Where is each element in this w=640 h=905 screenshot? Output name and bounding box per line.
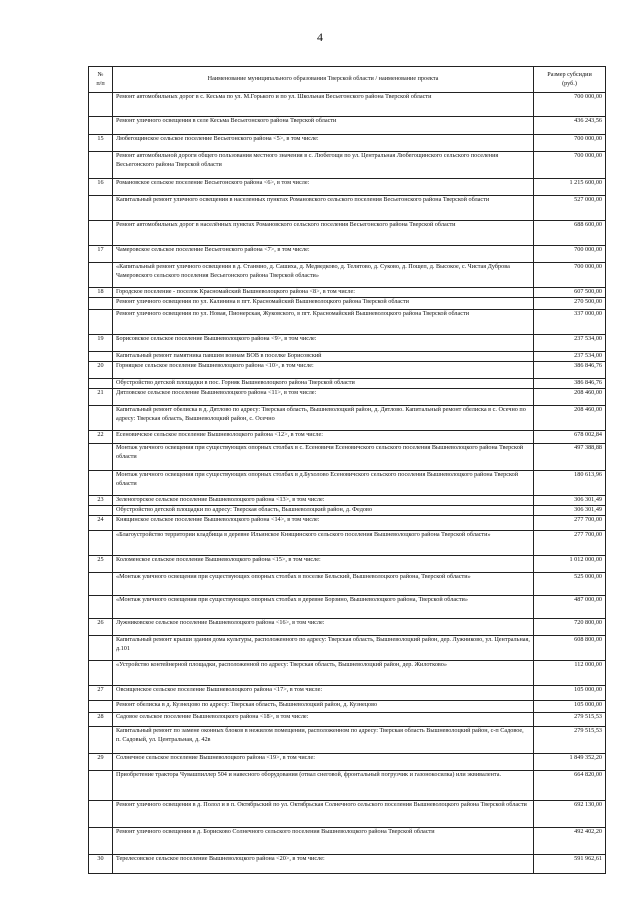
row-amount: 492 402,20 xyxy=(534,827,606,854)
table-header-row xyxy=(89,67,606,93)
row-number xyxy=(89,297,113,309)
table-row xyxy=(89,700,606,712)
row-amount: 208 460,00 xyxy=(534,405,606,430)
row-amount: 279 515,53 xyxy=(534,712,606,726)
row-number: 19 xyxy=(89,334,113,351)
row-amount: 700 000,00 xyxy=(534,135,606,152)
row-name: Солнечное сельское поселение Вышневолоцкого района <19>, в том числе: xyxy=(113,753,534,770)
table-row xyxy=(89,351,606,361)
row-name: Обустройство детской площадки в пос. Горняк Вышневолоцкого района Тверской области xyxy=(113,378,534,388)
row-name: Лужниковское сельское поселение Вышневолоцкого района <16>, в том числе: xyxy=(113,618,534,635)
row-number xyxy=(89,117,113,135)
table-row xyxy=(89,443,606,470)
row-name: Капитальный ремонт памятника павшим воинам ВОВ в поселке Борисовский xyxy=(113,351,534,361)
row-number xyxy=(89,700,113,712)
row-name: Обустройство детской площадки по адресу: Тверская область, Вышневолоцкий район, д. Федово xyxy=(113,505,534,515)
row-name: Ремонт автомобильных дорог в населённых пунктах Романовского сельского поселения Весьегонского района Тверской области xyxy=(113,221,534,246)
row-number xyxy=(89,827,113,854)
row-amount: 277 700,00 xyxy=(534,515,606,530)
row-amount: 386 846,76 xyxy=(534,361,606,378)
row-name: Монтаж уличного освещения при существующих опорных столбах в с. Есеновичи Есеновичского сельского поселения Вышневолоцкого района Тверской области xyxy=(113,443,534,470)
table-row xyxy=(89,753,606,770)
row-amount: 678 002,84 xyxy=(534,430,606,443)
row-amount: 720 800,00 xyxy=(534,618,606,635)
row-amount: 700 000,00 xyxy=(534,263,606,288)
table-row xyxy=(89,595,606,618)
row-amount: 700 000,00 xyxy=(534,93,606,117)
row-amount: 487 000,00 xyxy=(534,595,606,618)
row-amount: 525 000,00 xyxy=(534,572,606,595)
row-number xyxy=(89,405,113,430)
table-row xyxy=(89,854,606,873)
table-row xyxy=(89,712,606,726)
table-row xyxy=(89,726,606,753)
header-amount: Размер субсидии (руб.) xyxy=(534,67,606,93)
row-number xyxy=(89,351,113,361)
row-name: Приобретение трактора Чувашпиллер 504 и навесного оборудования (отвал снеговой, фронтальный погрузчик и газонокосилка) или эквивалента. xyxy=(113,770,534,800)
row-amount: 664 820,00 xyxy=(534,770,606,800)
row-amount: 608 800,00 xyxy=(534,635,606,660)
table-row xyxy=(89,505,606,515)
row-amount: 306 301,49 xyxy=(534,495,606,505)
row-amount: 306 301,49 xyxy=(534,505,606,515)
row-number xyxy=(89,770,113,800)
row-number: 20 xyxy=(89,361,113,378)
row-name: Любегощинское сельское поселение Весьегонского района <5>, в том числе: xyxy=(113,135,534,152)
row-number xyxy=(89,800,113,827)
row-amount: 237 534,00 xyxy=(534,351,606,361)
row-number xyxy=(89,378,113,388)
row-amount: 700 000,00 xyxy=(534,246,606,263)
row-amount: 607 500,00 xyxy=(534,288,606,298)
row-amount: 1 849 352,20 xyxy=(534,753,606,770)
row-amount: 237 534,00 xyxy=(534,334,606,351)
table-body xyxy=(89,93,606,874)
table-row xyxy=(89,770,606,800)
row-number xyxy=(89,263,113,288)
row-name: Ремонт обелиска в д. Кузнецово по адресу: Тверская область, Вышневолоцкий район, д. Кузнецово xyxy=(113,700,534,712)
header-name: Наименование муниципального образования Тверской области / наименование проекта xyxy=(113,67,534,93)
row-amount: 1 215 600,00 xyxy=(534,179,606,196)
row-amount: 692 130,00 xyxy=(534,800,606,827)
table-row xyxy=(89,685,606,700)
subsidy-table xyxy=(88,66,606,874)
row-number xyxy=(89,505,113,515)
page-number: 4 xyxy=(317,30,323,44)
table-row xyxy=(89,827,606,854)
table-row xyxy=(89,430,606,443)
table-row xyxy=(89,800,606,827)
row-name: Чамеровское сельское поселение Весьегонского района <7>, в том числе: xyxy=(113,246,534,263)
row-name: Борисовское сельское поселение Вышневолоцкого района <9>, в том числе: xyxy=(113,334,534,351)
row-amount: 497 388,88 xyxy=(534,443,606,470)
row-number: 26 xyxy=(89,618,113,635)
table-row xyxy=(89,246,606,263)
table-row xyxy=(89,515,606,530)
row-name: Ремонт уличного освещения в д. Борисково Солнечного сельского поселения Вышневолоцкого района Тверской области xyxy=(113,827,534,854)
row-amount: 105 000,00 xyxy=(534,685,606,700)
table-row xyxy=(89,530,606,555)
table-row xyxy=(89,334,606,351)
row-number xyxy=(89,572,113,595)
row-number xyxy=(89,221,113,246)
row-number xyxy=(89,530,113,555)
table-row xyxy=(89,152,606,179)
row-number xyxy=(89,152,113,179)
table-row xyxy=(89,196,606,221)
row-name: «Монтаж уличного освещения при существующих опорных столбах в поселке Бельский, Вышневолоцкого района, Тверской области» xyxy=(113,572,534,595)
row-name: Городское поселение - поселок Красномайский Вышневолоцкого района <8>, в том числе: xyxy=(113,288,534,298)
row-number: 22 xyxy=(89,430,113,443)
row-number xyxy=(89,660,113,685)
header-num: № п/п xyxy=(89,67,113,93)
row-name: Садовое сельское поселение Вышневолоцкого района <18>, в том числе: xyxy=(113,712,534,726)
row-name: Терелесовское сельское поселение Вышневолоцкого района <20>, в том числе: xyxy=(113,854,534,873)
row-number xyxy=(89,196,113,221)
row-number: 23 xyxy=(89,495,113,505)
row-number: 27 xyxy=(89,685,113,700)
row-number: 29 xyxy=(89,753,113,770)
row-number xyxy=(89,726,113,753)
row-amount: 270 500,00 xyxy=(534,297,606,309)
row-name: Монтаж уличного освещения при существующих опорных столбах в д.Бухолово Есеновичского сельского поселения Вышневолоцкого района Тверской области xyxy=(113,470,534,495)
row-number: 25 xyxy=(89,555,113,572)
table-row xyxy=(89,309,606,334)
row-name: Ремонт уличного освещения в селе Кесьма Весьегонского района Тверской области xyxy=(113,117,534,135)
table-row xyxy=(89,635,606,660)
row-amount: 105 000,00 xyxy=(534,700,606,712)
row-name: Княщинское сельское поселение Вышневолоцкого района <14>, в том числе: xyxy=(113,515,534,530)
row-amount: 337 000,00 xyxy=(534,309,606,334)
row-amount: 208 460,00 xyxy=(534,388,606,405)
table-row xyxy=(89,179,606,196)
table-row xyxy=(89,405,606,430)
row-amount: 1 012 000,00 xyxy=(534,555,606,572)
row-amount: 386 846,76 xyxy=(534,378,606,388)
row-amount: 700 000,00 xyxy=(534,152,606,179)
table-row xyxy=(89,117,606,135)
row-name: Горняцкое сельское поселение Вышневолоцкого района <10>, в том числе: xyxy=(113,361,534,378)
table-row xyxy=(89,378,606,388)
row-name: Капитальный ремонт обелиска в д. Дятлово по адресу: Тверская область, Вышневолоцкий район, д. Дятлово. Капитальный ремонт обелиска в с. Осечно по адресу: Тверская область, Вышневолоцкий район, с. Осечно xyxy=(113,405,534,430)
row-number xyxy=(89,93,113,117)
table-row xyxy=(89,263,606,288)
table-row xyxy=(89,555,606,572)
table-row xyxy=(89,135,606,152)
table-row xyxy=(89,361,606,378)
row-name: Ремонт автомобильных дорог в с. Кесьма по ул. М.Горького и по ул. Школьная Весьегонского района Тверской области xyxy=(113,93,534,117)
row-number: 24 xyxy=(89,515,113,530)
table-row xyxy=(89,288,606,298)
row-number: 21 xyxy=(89,388,113,405)
table-row xyxy=(89,93,606,117)
row-name: Ремонт уличного освещения по ул. Калинина в пгт. Красномайский Вышневолоцкого района Тверской области xyxy=(113,297,534,309)
row-number xyxy=(89,309,113,334)
row-name: Капитальный ремонт крыши здания дома культуры, расположенного по адресу: Тверская область, Вышневолоцкий район, дер. Лужниково, ул. Центральная, д.101 xyxy=(113,635,534,660)
row-number: 30 xyxy=(89,854,113,873)
table-row xyxy=(89,660,606,685)
row-name: Зеленогорское сельское поселение Вышневолоцкого района <13>, в том числе: xyxy=(113,495,534,505)
row-amount: 112 000,00 xyxy=(534,660,606,685)
row-number: 15 xyxy=(89,135,113,152)
table-row xyxy=(89,297,606,309)
row-number: 28 xyxy=(89,712,113,726)
row-amount: 436 243,56 xyxy=(534,117,606,135)
row-name: Есеновичское сельское поселение Вышневолоцкого района <12>, в том числе: xyxy=(113,430,534,443)
row-name: Романовское сельское поселение Весьегонского района <6>, в том числе: xyxy=(113,179,534,196)
row-number xyxy=(89,595,113,618)
row-amount: 527 000,00 xyxy=(534,196,606,221)
row-name: Ремонт автомобильной дороги общего пользования местного значения в с. Любегощи по ул. Центральная Любегощинского сельского поселения Весьегонского района Тверской области xyxy=(113,152,534,179)
row-amount: 688 600,00 xyxy=(534,221,606,246)
row-name: Капитальный ремонт уличного освещения в населенных пунктах Романовского сельского поселения Весьегонского района Тверской области xyxy=(113,196,534,221)
row-name: Коломенское сельское поселение Вышневолоцкого района <15>, в том числе: xyxy=(113,555,534,572)
row-number: 16 xyxy=(89,179,113,196)
row-number: 18 xyxy=(89,288,113,298)
row-name: Дятловское сельское поселение Вышневолоцкого района <11>, в том числе: xyxy=(113,388,534,405)
row-amount: 277 700,00 xyxy=(534,530,606,555)
row-amount: 591 962,61 xyxy=(534,854,606,873)
row-name: Овсищенское сельское поселение Вышневолоцкого района <17>, в том числе: xyxy=(113,685,534,700)
row-name: Ремонт уличного освещения в д. Полол и в п. Октябрьский по ул. Октябрьская Солнечного сельского поселения Вышневолоцкого района Тверской области xyxy=(113,800,534,827)
table-row xyxy=(89,572,606,595)
table-row xyxy=(89,470,606,495)
row-number xyxy=(89,443,113,470)
table-row xyxy=(89,618,606,635)
row-number: 17 xyxy=(89,246,113,263)
row-amount: 279 515,53 xyxy=(534,726,606,753)
row-number xyxy=(89,470,113,495)
row-name: «Монтаж уличного освещения при существующих опорных столбах в деревне Борзино, Вышневолоцкого района, Тверской области» xyxy=(113,595,534,618)
row-name: «Благоустройство территории кладбища в деревне Ильинское Княщинского сельского поселения Вышневолоцкого района Тверской области» xyxy=(113,530,534,555)
table-row xyxy=(89,221,606,246)
row-number xyxy=(89,635,113,660)
table-row xyxy=(89,495,606,505)
row-name: «Устройство контейнерной площадки, расположенной по адресу: Тверская область, Вышневолоцкий район, дер. Жилотково» xyxy=(113,660,534,685)
row-name: «Капитальный ремонт уличного освещения в д. Станмно, д. Сашиха, д. Медведково, д. Телятово, д. Суково, д. Пощеп, д. Высокое, с. Чистая Дуброва Чамеровского сельского поселения Весьегонского района Тверской области» xyxy=(113,263,534,288)
table-row xyxy=(89,388,606,405)
row-name: Капитальный ремонт по замене оконных блоков в нежилом помещении, расположенном по адресу: Тверская область Вышневолоцкий район, с-п Садовое, п. Садовый, ул. Центральная, д. 42в xyxy=(113,726,534,753)
row-name: Ремонт уличного освещения по ул. Новая, Пионерская, Жуковского, в пгт. Красномайский Вышневолоцкого района Тверской области xyxy=(113,309,534,334)
row-amount: 180 613,96 xyxy=(534,470,606,495)
